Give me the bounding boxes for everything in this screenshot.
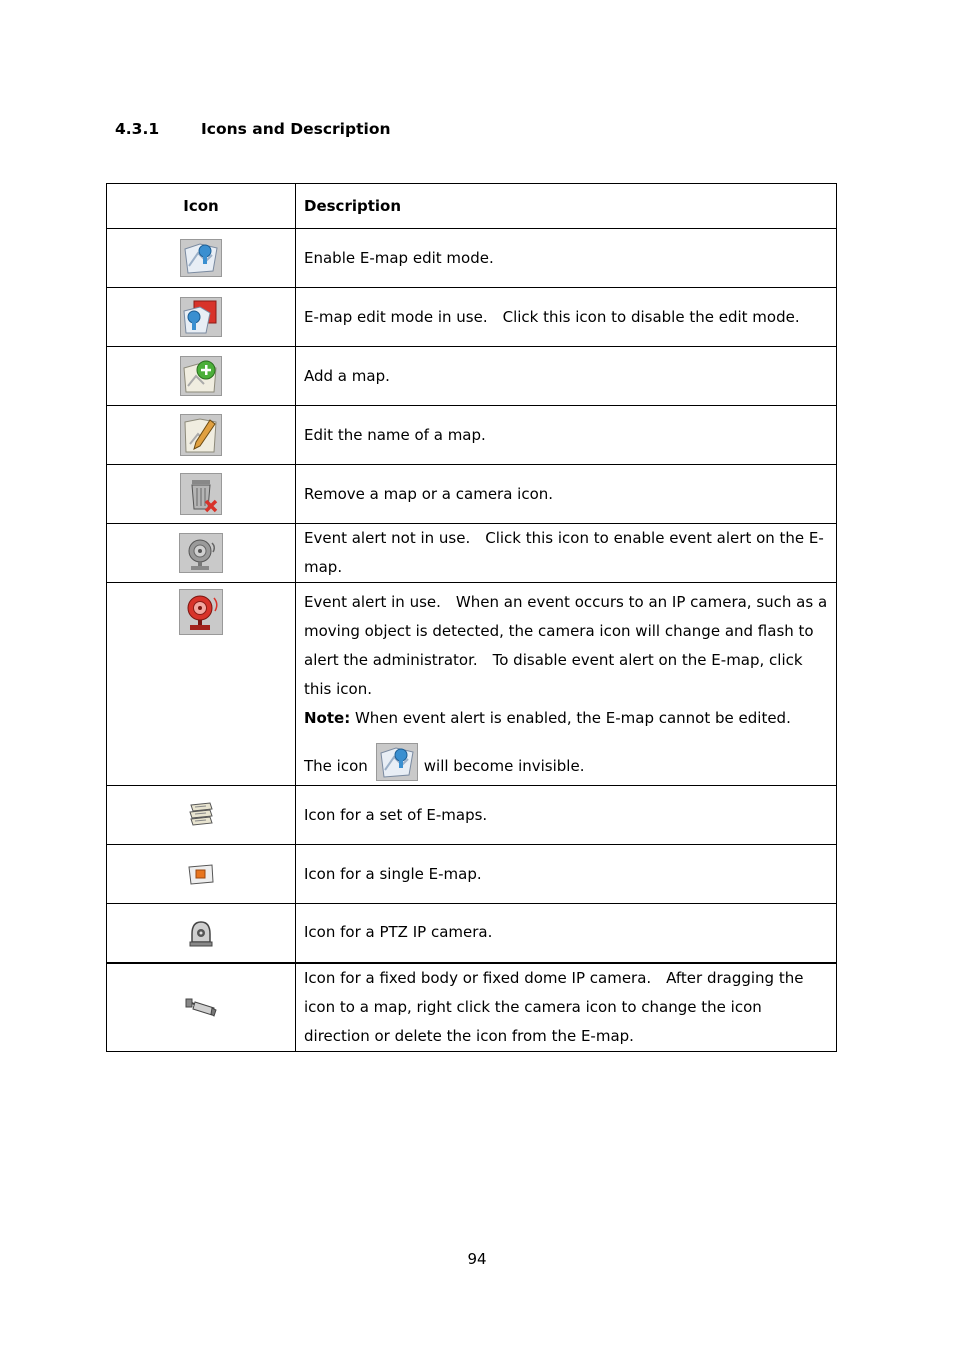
- table-row: [107, 229, 837, 288]
- table-row: [107, 583, 837, 786]
- page-number: 94: [467, 1250, 487, 1268]
- header-description: Description: [296, 184, 837, 229]
- table-row: [107, 904, 837, 963]
- invisible-line: [304, 743, 828, 781]
- section-heading: [115, 120, 391, 138]
- note-line: [304, 704, 828, 733]
- description-cell: Enable E-map edit mode.: [296, 229, 837, 288]
- single-map-icon: [186, 862, 216, 886]
- header-icon: Icon: [107, 184, 296, 229]
- description-cell: Icon for a single E-map.: [296, 845, 837, 904]
- description-cell: Add a map.: [296, 347, 837, 406]
- fixed-camera-icon: [184, 995, 218, 1019]
- description-cell: Icon for a set of E-maps.: [296, 786, 837, 845]
- edit-mode-map-icon: [180, 239, 222, 277]
- add-map-icon: [180, 356, 222, 396]
- note-text: When event alert is enabled, the E-map cannot be edited.: [350, 708, 791, 727]
- table-row: [107, 347, 837, 406]
- description-cell: E-map edit mode in use. Click this icon to disable the edit mode.: [296, 288, 837, 347]
- icons-table: [106, 183, 837, 1052]
- edit-map-name-icon: [180, 414, 222, 456]
- table-row: [107, 465, 837, 524]
- edit-mode-map-icon: [376, 743, 418, 781]
- table-row: [107, 406, 837, 465]
- table-row: [107, 963, 837, 1052]
- map-set-icon: [186, 801, 216, 829]
- table-row: [107, 845, 837, 904]
- note-label: Note:: [304, 708, 351, 727]
- section-number: 4.3.1: [115, 120, 160, 138]
- description-cell: Icon for a fixed body or fixed dome IP camera. After dragging the icon to a map, right click the camera icon to change the icon direction or delete the icon from the E-map.: [296, 963, 837, 1052]
- description-cell: Edit the name of a map.: [296, 406, 837, 465]
- alarm-bell-off-icon: [179, 533, 223, 573]
- edit-mode-active-icon: [180, 297, 222, 337]
- table-header-row: [107, 184, 837, 229]
- table-row: [107, 288, 837, 347]
- invisible-prefix: The icon: [304, 756, 368, 775]
- description-cell: Event alert in use. When an event occurs to an IP camera, such as a moving object is detected, the camera icon will change and flash to alert the administrator. To disable event alert on the E-map, click this icon.: [304, 592, 828, 698]
- invisible-suffix: will become invisible.: [423, 756, 585, 775]
- table-row: [107, 524, 837, 583]
- description-cell: Remove a map or a camera icon.: [296, 465, 837, 524]
- description-cell: Icon for a PTZ IP camera.: [296, 904, 837, 963]
- alarm-bell-on-icon: [179, 589, 223, 635]
- description-cell: Event alert not in use. Click this icon to enable event alert on the E-map.: [296, 524, 837, 583]
- table-row: [107, 786, 837, 845]
- ptz-camera-icon: [187, 918, 215, 948]
- section-title: Icons and Description: [201, 120, 391, 138]
- trash-remove-icon: [180, 473, 222, 515]
